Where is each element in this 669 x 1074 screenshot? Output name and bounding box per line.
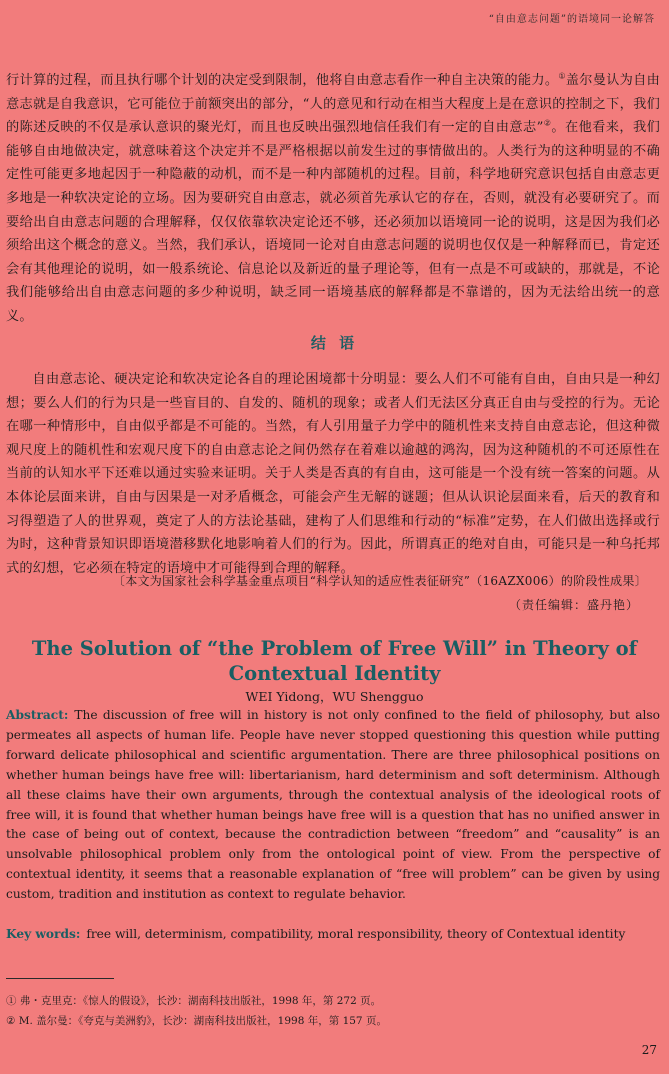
page-number: 27 [641,1043,657,1057]
conclusion-paragraph [6,368,660,580]
abstract-text: The discussion of free will in history is not only confined to the field of philosophy, but also permeates all aspects of human life. People have never stopped questioning this question while putting forward delicate philosophical and scientific argumentation. There are three philosophical positions on whether human beings have free will: libertarianism, hard determinism and soft determinism. Although all these claims have their own arguments, through the contextual analysis of the ideological roots of free will, it is found that whether human beings have free will is a question that has no unified answer in the case of being out of context, because the contradiction between “freedom” and “causality” is an unsolvable philosophical problem only from the ontological point of view. From the perspective of contextual identity, it seems that a reasonable explanation of “free will problem” can be given by using custom, tradition and institution as context to regulate behavior. [6,708,660,902]
footnote-ref-2[interactable]: ② [543,118,552,128]
footnote-ref-1[interactable]: ① [558,71,566,81]
footnote-1: ① 弗・克里克：《惊人的假设》，长沙：湖南科技出版社，1998 年，第 272 页。 [6,995,382,1007]
paragraph-text: 自由意志论、硬决定论和软决定论各自的理论困境都十分明显：要么人们不可能有自由，自由只是一种幻想；要么人们的行为只是一些盲目的、自发的、随机的现象；或者人们无法区分真正自由与受控的行为。无论在哪一种情形中，自由似乎都是不可能的。当然，有人引用量子力学中的随机性来支持自由意志论，但这种微观尺度上的随机性和宏观尺度下的自由意志论之间仍然存在着难以逾越的鸿沟，因为这种随机的不可还原性在当前的认知水平下还难以通过实验来证明。关于人类是否真的有自由，这可能是一个没有统一答案的问题。从本体论层面来讲，自由与因果是一对矛盾概念，可能会产生无解的谜题；但从认识论层面来看，后天的教育和习得塑造了人的世界观，奠定了人的方法论基础，建构了人们思维和行动的“标准”定势，在人们做出选择或行为时，这种背景知识即语境潜移默化地影响着人们的行为。因此，所谓真正的绝对自由，可能只是一种乌托邦式的幻想，它必须在特定的语境中才可能得到合理的解释。 [6,372,660,576]
running-head: “自由意志问题”的语境同一论解答 [488,14,655,25]
abstract-label: Abstract: [6,708,69,722]
section-title-conclusion: 结 语 [310,334,359,352]
footnote-divider [6,978,114,979]
english-title [0,636,669,686]
footnote-2: ② M. 盖尔曼：《夸克与美洲豹》，长沙：湖南科技出版社，1998 年，第 157 页。 [6,1015,387,1027]
editor-note: （责任编辑：盛丹艳） [508,598,639,612]
body-paragraph-continued [6,69,660,329]
english-title-line: The Solution of “the Problem of Free Will” in Theory of [31,637,638,660]
paragraph-text: 行计算的过程，而且执行哪个计划的决定受到限制，他将自由意志看作一种自主决策的能力。 [6,73,559,88]
abstract [6,706,660,905]
keywords-text: free will, determinism, compatibility, moral responsibility, theory of Contextual identity [86,927,626,941]
english-title-line: Contextual Identity [228,662,441,685]
keywords [6,927,660,941]
paragraph-text: 盖尔曼认为自由意志就是自我意识，它可能位于前额突出的部分，“人的意见和行动在相当大程度上是在意识的控制之下，我们的陈述反映的不仅是承认意识的聚光灯，而且也反映出强烈地信任我们有一定的自由意志” [6,73,661,136]
paragraph-text: 。在他看来，我们能够自由地做决定，就意味着这个决定并不是严格根据以前发生过的事情做出的。人类行为的这种明显的不确定性可能更多地起因于一种隐蔽的动机，而不是一种内部随机的过程。目前，科学地研究意识包括自由意志更多地是一种软决定论的立场。因为要研究自由意志，就必须首先承认它的存在，否则，就没有必要研究了。而要给出自由意志问题的合理解释，仅仅依靠软决定论还不够，还必须加以语境同一论的说明，这是因为我们必须给出这个概念的意义。当然，我们承认，语境同一论对自由意志问题的说明也仅仅是一种解释而已，肯定还会有其他理论的说明，如一般系统论、信息论以及新近的量子理论等，但有一点是不可或缺的，那就是，不论我们能够给出自由意志问题的多少种说明，缺乏同一语境基底的解释都是不靠谱的，因为无法给出统一的意义。 [6,120,660,324]
funding-note: 〔本文为国家社会科学基金重点项目“科学认知的适应性表征研究”（16AZX006）的阶段性成果〕 [112,574,647,588]
authors: WEI Yidong，WU Shengguo [245,689,424,704]
keywords-label: Key words: [6,927,81,941]
footnotes [6,991,660,1031]
